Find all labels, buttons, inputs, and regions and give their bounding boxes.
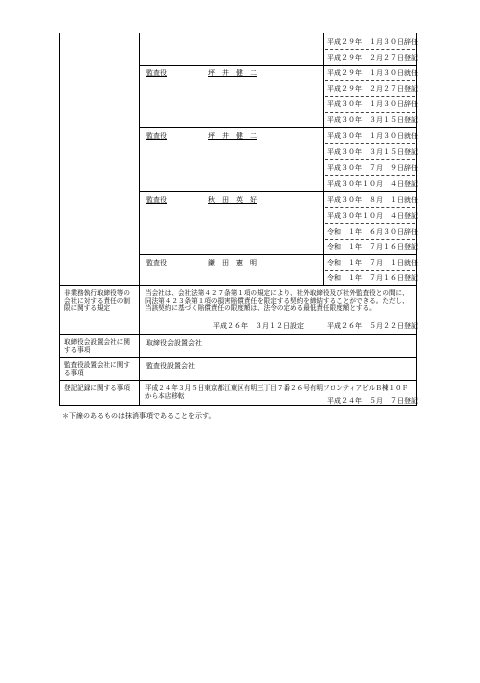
officer-entry: 令和 １年 ６月３０日辞任 — [327, 228, 418, 236]
dash — [325, 112, 415, 113]
officer-entry: 平成２９年 ２月２７日登記 — [327, 54, 418, 62]
liability-body: 当会社は、会社法第４２７条第１項の規定により、社外取締役及び社外監査役との間に、同法第４２３条第１項の損害賠償責任を限定する契約を締結することができる。ただし、当該契約に基づく賠償責任の限度額は、法令の定める最低責任限度額とする。 — [145, 289, 409, 313]
dash — [325, 175, 415, 176]
officer-entry: 平成３０年 ３月１５日登記 — [327, 116, 418, 124]
liability-reg-date: 平成２６年 ５月２２日登記 — [327, 322, 418, 330]
footnote: ＊下線のあるものは抹消事項であることを示す。 — [62, 412, 216, 420]
section-sep-record — [59, 380, 417, 381]
officer-title: 監査役 — [146, 259, 167, 267]
liability-set-date: 平成２６年 ３月１２日設定 — [213, 322, 304, 330]
officer-name: 坪 井 健 二 — [208, 69, 257, 77]
officer-entry: 平成２９年 １月３０日辞任 — [327, 38, 418, 46]
officer-entry: 平成３０年１０月 ４日登記 — [327, 212, 418, 220]
officer-title: 監査役 — [146, 69, 167, 77]
officer-entry: 平成３０年 ３月１５日登記 — [327, 148, 418, 156]
dash — [325, 143, 415, 144]
officer-entry: 平成３０年 １月３０日就任 — [327, 132, 418, 140]
block-sep-1 — [139, 65, 417, 66]
board-body: 取締役会設置会社 — [146, 339, 202, 347]
officer-entry: 令和 １年 ７月１６日登記 — [327, 243, 418, 251]
officer-entry: 平成２９年 １月３０日就任 — [327, 69, 418, 77]
dash — [325, 223, 415, 224]
section-sep-liability — [59, 285, 417, 286]
dash — [325, 207, 415, 208]
date-divider — [323, 33, 324, 285]
officer-entry: 令和 １年 ７月 １日就任 — [327, 259, 418, 267]
dash — [325, 239, 415, 240]
auditor-body: 監査役設置会社 — [146, 362, 195, 370]
officer-entry: 令和 １年 ７月１６日登記 — [327, 274, 418, 282]
auditor-label: 監査役設置会社に関する事項 — [64, 361, 130, 377]
officer-name: 坪 井 健 二 — [208, 132, 257, 140]
officer-name: 秋 田 英 好 — [208, 196, 257, 204]
officer-title: 監査役 — [146, 196, 167, 204]
frame-bottom — [59, 405, 417, 406]
officer-entry: 平成２９年 ２月２７日登記 — [327, 85, 418, 93]
dash — [325, 96, 415, 97]
officer-entry: 平成３０年 １月３０日辞任 — [327, 100, 418, 108]
officer-entry: 平成３０年１０月 ４日登記 — [327, 180, 418, 188]
officer-title: 監査役 — [146, 132, 167, 140]
block-sep-2 — [139, 127, 417, 128]
dash — [325, 80, 415, 81]
officer-name: 鎌 田 憲 明 — [208, 259, 257, 267]
dash — [325, 270, 415, 271]
block-sep-4 — [139, 254, 417, 255]
frame-left — [59, 33, 60, 405]
label-divider — [139, 33, 140, 405]
section-sep-board — [59, 334, 417, 335]
record-body: 平成２４年３月５日東京都江東区有明三丁目７番２６号有明フロンティアビルＢ棟１０Ｆから本店移転 — [145, 384, 409, 400]
officer-entry: 平成３０年 ７月 ９日辞任 — [327, 164, 418, 172]
dash — [325, 49, 415, 50]
record-label: 登記記録に関する事項 — [64, 384, 130, 392]
record-reg-date: 平成２４年 ５月 ７日登記 — [327, 397, 418, 405]
section-sep-auditor — [59, 357, 417, 358]
officer-entry: 平成３０年 ８月 １日就任 — [327, 196, 418, 204]
liability-label: 非業務執行取締役等の会社に対する責任の制限に関する規定 — [64, 289, 130, 313]
block-sep-3 — [139, 191, 417, 192]
dash — [325, 159, 415, 160]
board-label: 取締役会設置会社に関する事項 — [64, 338, 130, 354]
